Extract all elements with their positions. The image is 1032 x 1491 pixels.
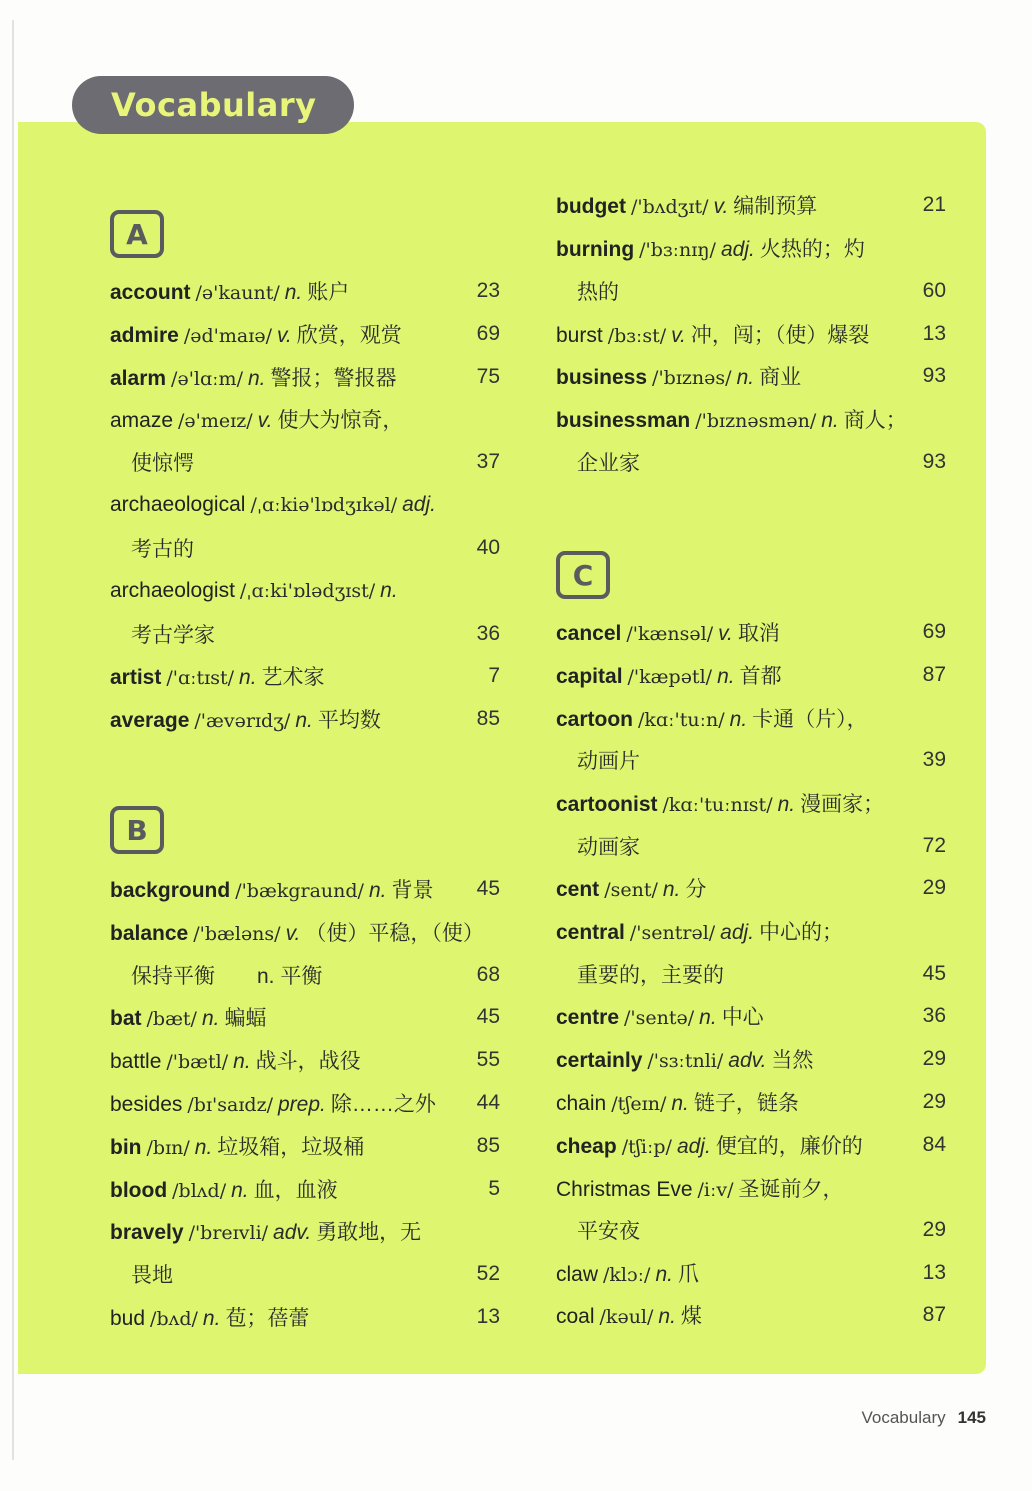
section-letter-a: A bbox=[110, 210, 164, 258]
entry-part-of-speech: adj. bbox=[676, 1135, 711, 1158]
entry-part-of-speech: n. bbox=[231, 1179, 249, 1202]
entry-part-of-speech: v. bbox=[257, 409, 273, 432]
entry-part-of-speech: n. bbox=[295, 709, 313, 732]
entry-page-number: 13 bbox=[922, 1261, 946, 1284]
entry-page-number: 39 bbox=[922, 748, 946, 771]
entry-page-number: 84 bbox=[922, 1133, 946, 1156]
entry-page-number: 5 bbox=[488, 1177, 500, 1200]
vocab-entry bbox=[556, 910, 946, 952]
entry-part-of-speech: n. bbox=[380, 579, 398, 602]
entry-part-of-speech: n. bbox=[662, 878, 681, 901]
vocab-entry bbox=[556, 1167, 946, 1209]
entry-part-of-speech: n. bbox=[777, 793, 796, 816]
entry-continuation: 重要的，主要的 bbox=[577, 964, 724, 987]
entry-page-number: 45 bbox=[922, 962, 946, 985]
entry-pronunciation: /bɪn/ bbox=[146, 1137, 190, 1159]
vocab-entry bbox=[556, 611, 946, 653]
entry-meaning: （使）平稳，（使） bbox=[305, 922, 484, 945]
entry-part-of-speech: v. bbox=[718, 622, 733, 645]
entry-page-number: 21 bbox=[922, 193, 946, 216]
entry-pronunciation: /tʃeɪn/ bbox=[611, 1093, 667, 1115]
vocab-entry bbox=[110, 613, 500, 655]
entry-continuation: 动画家 bbox=[577, 836, 640, 859]
entry-meaning: 取消 bbox=[737, 622, 780, 645]
entry-pronunciation: /'bætl/ bbox=[166, 1051, 229, 1073]
entry-pronunciation: /'sentrəl/ bbox=[629, 922, 716, 944]
entry-word: alarm bbox=[110, 367, 167, 390]
vocab-entry bbox=[556, 782, 946, 824]
entry-page-number: 72 bbox=[922, 834, 946, 857]
entry-meaning: 警报；警报器 bbox=[270, 367, 397, 390]
vocab-entry bbox=[556, 953, 946, 995]
entry-pronunciation: /əd'maɪə/ bbox=[183, 325, 272, 347]
entry-meaning: 平均数 bbox=[317, 709, 381, 732]
entry-word: cent bbox=[556, 878, 600, 901]
page-binding-edge bbox=[12, 20, 14, 1460]
entry-word: cartoonist bbox=[556, 793, 658, 816]
entry-continuation: 动画片 bbox=[577, 750, 640, 773]
entry-page-number: 55 bbox=[476, 1048, 500, 1071]
entry-part-of-speech: v. bbox=[276, 324, 292, 347]
entry-word: artist bbox=[110, 666, 162, 689]
entry-meaning: 编制预算 bbox=[733, 195, 818, 218]
entry-word: budget bbox=[556, 195, 626, 218]
vocab-entry bbox=[110, 911, 500, 953]
entry-page-number: 36 bbox=[922, 1004, 946, 1027]
entry-page-number: 93 bbox=[922, 450, 946, 473]
entry-part-of-speech: n. bbox=[233, 1050, 251, 1073]
page-footer bbox=[862, 1408, 987, 1428]
vocab-entry bbox=[110, 1296, 500, 1338]
entry-continuation: 平安夜 bbox=[577, 1220, 640, 1243]
entry-pronunciation: /ˌɑːkiə'lɒdʒɪkəl/ bbox=[250, 494, 398, 516]
entry-page-number: 93 bbox=[922, 364, 946, 387]
vocab-entry bbox=[556, 1081, 946, 1123]
entry-part-of-speech: v. bbox=[285, 922, 301, 945]
entry-meaning: 煤 bbox=[680, 1305, 702, 1328]
vocab-entry bbox=[110, 398, 500, 440]
entry-page-number: 29 bbox=[922, 1090, 946, 1113]
entry-word: blood bbox=[110, 1179, 168, 1202]
entry-page-number: 29 bbox=[922, 876, 946, 899]
entry-page-number: 37 bbox=[476, 450, 500, 473]
entry-page-number: 52 bbox=[476, 1262, 500, 1285]
entry-continuation: 企业家 bbox=[577, 452, 640, 475]
entry-pronunciation: /'kæpətl/ bbox=[627, 666, 713, 688]
entry-page-number: 45 bbox=[476, 1005, 500, 1028]
entry-word: amaze bbox=[110, 409, 174, 432]
entry-meaning: 血，血液 bbox=[253, 1179, 338, 1202]
entry-page-number: 69 bbox=[476, 322, 500, 345]
vocab-entry bbox=[556, 697, 946, 739]
entry-word: cartoon bbox=[556, 708, 634, 731]
entry-meaning: 圣诞前夕， bbox=[738, 1178, 844, 1201]
entry-pronunciation: /ə'meɪz/ bbox=[178, 410, 253, 432]
entry-part-of-speech: n. bbox=[202, 1307, 221, 1330]
entry-word: besides bbox=[110, 1093, 183, 1116]
entry-part-of-speech: n. bbox=[239, 666, 257, 689]
vocab-entry bbox=[556, 1038, 946, 1080]
entry-meaning: 链子，链条 bbox=[693, 1092, 799, 1115]
entry-page-number: 36 bbox=[476, 622, 500, 645]
page-title: Vocabulary bbox=[111, 86, 317, 124]
entry-continuation: 考古学家 bbox=[131, 624, 215, 647]
entry-meaning: 便宜的，廉价的 bbox=[715, 1135, 863, 1158]
entry-meaning: 欣赏，观赏 bbox=[296, 324, 402, 347]
vocab-entry bbox=[110, 1253, 500, 1295]
entry-pronunciation: /'ɑːtɪst/ bbox=[166, 667, 235, 689]
vocab-entry bbox=[556, 1294, 946, 1336]
entry-word: bud bbox=[110, 1307, 146, 1330]
entry-pronunciation: /kəul/ bbox=[599, 1306, 654, 1328]
entry-page-number: 87 bbox=[922, 663, 946, 686]
entry-word: archaeologist bbox=[110, 579, 235, 602]
entry-part-of-speech: n. bbox=[671, 1092, 689, 1115]
vocab-entry bbox=[110, 527, 500, 569]
entry-page-number: 87 bbox=[922, 1303, 946, 1326]
page-number: 145 bbox=[957, 1408, 986, 1427]
entry-part-of-speech: adj. bbox=[402, 493, 436, 516]
vocab-entry bbox=[110, 655, 500, 697]
vocab-entry bbox=[110, 1082, 500, 1124]
entry-page-number: 85 bbox=[476, 1134, 500, 1157]
entry-meaning: 中心的； bbox=[759, 921, 844, 944]
entry-page-number: 68 bbox=[476, 963, 500, 986]
entry-pronunciation: /sent/ bbox=[604, 879, 658, 901]
entry-page-number: 44 bbox=[476, 1091, 500, 1114]
entry-pronunciation: /'ævərɪdʒ/ bbox=[194, 710, 291, 732]
entry-word: cancel bbox=[556, 622, 622, 645]
entry-meaning: 中心 bbox=[721, 1006, 764, 1029]
entry-part-of-speech: adv. bbox=[273, 1221, 312, 1244]
entry-part-of-speech: adj. bbox=[720, 921, 755, 944]
entry-part-of-speech: n. bbox=[284, 281, 303, 304]
entry-meaning: 漫画家； bbox=[800, 793, 885, 816]
vocab-entry bbox=[110, 954, 500, 996]
entry-part-of-speech: n. bbox=[655, 1263, 673, 1286]
vocab-entry bbox=[556, 441, 946, 483]
entry-word: balance bbox=[110, 922, 189, 945]
entry-pronunciation: /bʌd/ bbox=[150, 1308, 198, 1330]
vocab-entry bbox=[556, 1209, 946, 1251]
entry-word: admire bbox=[110, 324, 179, 347]
entry-part-of-speech: n. bbox=[699, 1006, 717, 1029]
vocab-entry bbox=[556, 270, 946, 312]
entry-word: Christmas Eve bbox=[556, 1178, 693, 1201]
vocab-entry bbox=[110, 1168, 500, 1210]
entry-word: bat bbox=[110, 1007, 142, 1030]
vocab-entry bbox=[110, 484, 500, 526]
vocab-entry bbox=[110, 698, 500, 740]
entry-meaning: 苞；蓓蕾 bbox=[225, 1307, 310, 1330]
vocab-entry bbox=[556, 654, 946, 696]
entry-word: certainly bbox=[556, 1049, 643, 1072]
vocab-entry bbox=[556, 227, 946, 269]
entry-meaning: 账户 bbox=[307, 281, 350, 304]
entry-word: battle bbox=[110, 1050, 162, 1073]
entry-part-of-speech: adv. bbox=[728, 1049, 767, 1072]
entry-continuation: 热的 bbox=[577, 281, 619, 304]
entry-word: chain bbox=[556, 1092, 607, 1115]
vocab-entry bbox=[556, 313, 946, 355]
entry-part-of-speech: n. bbox=[201, 1007, 220, 1030]
vocab-entry bbox=[556, 1252, 946, 1294]
entry-pronunciation: /klɔː/ bbox=[603, 1264, 651, 1286]
entry-meaning: 冲，闯；（使）爆裂 bbox=[690, 324, 870, 347]
vocab-entry bbox=[110, 313, 500, 355]
entry-continuation: 保持平衡 n. 平衡 bbox=[131, 965, 323, 988]
entry-pronunciation: /'sɜːtnli/ bbox=[647, 1050, 724, 1072]
entry-pronunciation: /'bæləns/ bbox=[193, 923, 281, 945]
entry-pronunciation: /kɑː'tuːnɪst/ bbox=[662, 794, 773, 816]
entry-word: burning bbox=[556, 238, 635, 261]
entry-pronunciation: /kɑː'tuːn/ bbox=[638, 709, 725, 731]
entry-part-of-speech: n. bbox=[717, 665, 735, 688]
vocab-entry bbox=[110, 1125, 500, 1167]
entry-meaning: 背景 bbox=[391, 879, 434, 902]
entry-part-of-speech: n. bbox=[821, 409, 839, 432]
vocab-entry bbox=[110, 441, 500, 483]
entry-word: background bbox=[110, 879, 231, 902]
vocab-entry bbox=[110, 996, 500, 1038]
entry-meaning: 首都 bbox=[739, 665, 782, 688]
entry-pronunciation: /ə'lɑːm/ bbox=[171, 368, 243, 390]
entry-continuation: 使惊愕 bbox=[131, 452, 194, 475]
vocab-entry bbox=[556, 867, 946, 909]
entry-meaning: 商业 bbox=[759, 366, 802, 389]
entry-meaning: 爪 bbox=[677, 1263, 699, 1286]
vocab-entry bbox=[556, 1124, 946, 1166]
entry-meaning: 战斗，战役 bbox=[255, 1050, 361, 1073]
entry-word: coal bbox=[556, 1305, 595, 1328]
vocab-entry bbox=[110, 356, 500, 398]
entry-meaning: 勇敢地，无 bbox=[316, 1221, 422, 1244]
vocab-entry bbox=[110, 868, 500, 910]
entry-word: average bbox=[110, 709, 190, 732]
entry-pronunciation: /'sentə/ bbox=[624, 1007, 695, 1029]
entry-word: bin bbox=[110, 1136, 142, 1159]
entry-word: businessman bbox=[556, 409, 691, 432]
entry-page-number: 23 bbox=[476, 279, 500, 302]
vocab-entry bbox=[556, 995, 946, 1037]
section-title-tab bbox=[72, 76, 354, 134]
entry-pronunciation: /'breɪvli/ bbox=[188, 1222, 269, 1244]
entry-page-number: 13 bbox=[476, 1305, 500, 1328]
entry-meaning: 火热的；灼 bbox=[759, 238, 865, 261]
entry-pronunciation: /bɪ'saɪdz/ bbox=[187, 1094, 273, 1116]
entry-meaning: 蝙蝠 bbox=[224, 1007, 267, 1030]
entry-part-of-speech: v. bbox=[713, 195, 729, 218]
entry-meaning: 垃圾箱，垃圾桶 bbox=[217, 1136, 365, 1159]
entry-word: account bbox=[110, 281, 191, 304]
entry-word: centre bbox=[556, 1006, 620, 1029]
vocab-entry bbox=[556, 355, 946, 397]
section-letter-c: C bbox=[556, 551, 610, 599]
vocab-entry bbox=[110, 570, 500, 612]
entry-page-number: 75 bbox=[476, 365, 500, 388]
entry-meaning: 分 bbox=[685, 878, 707, 901]
entry-word: bravely bbox=[110, 1221, 184, 1244]
vocab-entry bbox=[110, 1039, 500, 1081]
entry-word: capital bbox=[556, 665, 623, 688]
entry-page-number: 85 bbox=[476, 707, 500, 730]
entry-page-number: 69 bbox=[922, 620, 946, 643]
entry-page-number: 13 bbox=[922, 322, 946, 345]
entry-part-of-speech: prep. bbox=[277, 1093, 326, 1116]
entry-pronunciation: /iːv/ bbox=[697, 1179, 734, 1201]
vocab-entry bbox=[110, 1210, 500, 1252]
entry-pronunciation: /'bʌdʒɪt/ bbox=[630, 196, 709, 218]
entry-pronunciation: /'bɜːnɪŋ/ bbox=[639, 239, 716, 261]
entry-continuation: 畏地 bbox=[131, 1264, 173, 1287]
entry-meaning: 艺术家 bbox=[261, 666, 325, 689]
entry-part-of-speech: n. bbox=[368, 879, 387, 902]
entry-pronunciation: /bɜːst/ bbox=[607, 325, 667, 347]
entry-part-of-speech: n. bbox=[194, 1136, 213, 1159]
entry-word: burst bbox=[556, 324, 603, 347]
vocab-entry bbox=[556, 398, 946, 440]
section-letter-b: B bbox=[110, 806, 164, 854]
entry-pronunciation: /blʌd/ bbox=[172, 1180, 227, 1202]
entry-part-of-speech: v. bbox=[671, 324, 686, 347]
entry-continuation: 考古的 bbox=[131, 538, 194, 561]
entry-word: central bbox=[556, 921, 625, 944]
entry-page-number: 7 bbox=[488, 664, 500, 687]
entry-page-number: 29 bbox=[922, 1218, 946, 1241]
entry-meaning: 使大为惊奇， bbox=[277, 409, 404, 432]
entry-word: claw bbox=[556, 1263, 599, 1286]
footer-label: Vocabulary bbox=[861, 1408, 946, 1427]
entry-meaning: 卡通（片）， bbox=[752, 708, 868, 731]
entry-pronunciation: /tʃiːp/ bbox=[621, 1136, 672, 1158]
entry-part-of-speech: n. bbox=[729, 708, 748, 731]
entry-page-number: 40 bbox=[476, 536, 500, 559]
entry-meaning: 除……之外 bbox=[330, 1093, 436, 1116]
vocab-entry bbox=[110, 270, 500, 312]
entry-word: archaeological bbox=[110, 493, 246, 516]
entry-pronunciation: /'bɪznəsmən/ bbox=[695, 410, 817, 432]
entry-part-of-speech: adj. bbox=[720, 238, 755, 261]
entry-pronunciation: /'kænsəl/ bbox=[626, 623, 714, 645]
entry-part-of-speech: n. bbox=[736, 366, 755, 389]
entry-meaning: 商人； bbox=[843, 409, 907, 432]
entry-pronunciation: /'bɪznəs/ bbox=[652, 367, 732, 389]
entry-page-number: 60 bbox=[922, 279, 946, 302]
entry-pronunciation: /bæt/ bbox=[146, 1008, 197, 1030]
entry-word: cheap bbox=[556, 1135, 617, 1158]
vocab-entry bbox=[556, 184, 946, 226]
entry-page-number: 29 bbox=[922, 1047, 946, 1070]
vocab-entry bbox=[556, 739, 946, 781]
entry-page-number: 45 bbox=[476, 877, 500, 900]
entry-meaning: 当然 bbox=[771, 1049, 814, 1072]
entry-pronunciation: /ˌɑːki'ɒlədʒɪst/ bbox=[239, 580, 376, 602]
entry-pronunciation: /ə'kaunt/ bbox=[195, 282, 280, 304]
entry-pronunciation: /'bækgraund/ bbox=[235, 880, 364, 902]
vocab-entry bbox=[556, 825, 946, 867]
entry-part-of-speech: n. bbox=[658, 1305, 676, 1328]
entry-part-of-speech: n. bbox=[247, 367, 266, 390]
entry-word: business bbox=[556, 366, 648, 389]
